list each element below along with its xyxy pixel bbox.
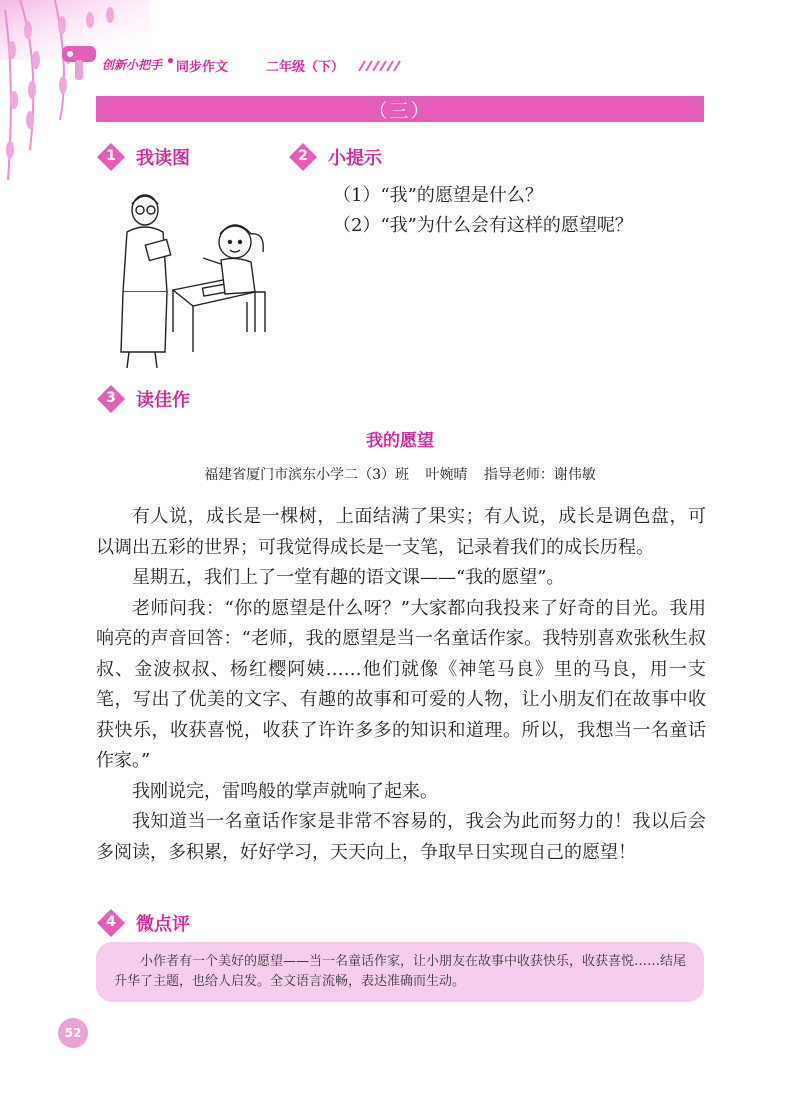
essay-paragraph: 星期五，我们上了一堂有趣的语文课——“我的愿望”。 [132,567,565,588]
stripe-decoration [357,60,407,72]
essay-paragraph: 我刚说完，雷鸣般的掌声就响了起来。 [132,780,438,802]
tips-list [333,181,633,241]
section-title: 微点评 [136,914,190,935]
essay-paragraph: 有人说，成长是一棵树，上面结满了果实；有人说，成长是调色盘，可以调出五彩的世界；可我觉得成长是一支笔，记录着我们的成长历程。 [96,506,706,558]
tip-item: （2）“我”为什么会有这样的愿望呢？ [333,215,633,236]
comment-box [96,942,704,1002]
section-title: 读佳作 [136,390,190,411]
section-badge [96,908,132,938]
teacher-and-student-illustration [105,182,275,370]
essay-byline [0,464,800,484]
section-heading-tips [288,142,382,172]
essay-title: 我的愿望 [366,431,434,451]
section-badge [96,384,132,414]
section-number: 3 [106,390,116,406]
section-title: 小提示 [328,148,382,169]
header-separator: • [166,54,175,70]
section-badge [96,142,132,172]
section-heading-read-essay [96,384,190,414]
section-badge [288,142,324,172]
essay-body [96,502,706,868]
grade-label: 二年级（下） [266,60,345,75]
series-name: 创新小把手 [102,58,163,72]
hammer-logo-icon [58,42,102,82]
essay-paragraph: 我知道当一名童话作家是非常不容易的，我会为此而努力的！我以后会多阅读，多积累，好好学习，天天向上，争取早日实现自己的愿望！ [96,811,706,863]
section-number: 4 [106,914,116,930]
section-heading-read-picture [96,142,190,172]
book-title: 同步作文 [176,60,229,75]
comment-text: 小作者有一个美好的愿望——当一名童话作家，让小朋友在故事中收获快乐，收获喜悦……结尾升华了主题，也给人启发。全文语言流畅，表达准确而生动。 [114,954,687,989]
section-number: 1 [106,148,116,164]
teacher-credit: 指导老师：谢伟敏 [483,467,596,483]
page-number: 52 [58,1018,88,1048]
section-heading-comment [96,908,190,938]
section-number: 2 [298,148,308,164]
tip-item: （1）“我”的愿望是什么？ [333,185,543,206]
lesson-banner [96,96,704,122]
essay-paragraph: 老师问我：“你的愿望是什么呀？”大家都向我投来了好奇的目光。我用响亮的声音回答：“老师，我的愿望是当一名童话作家。我特别喜欢张秋生叔叔、金波叔叔、杨红樱阿姨……他们就像《神笔马良》里的马良，用一支笔，写出了优美的文字、有趣的故事和可爱的人物，让小朋友们在故事中收获快乐，收获喜悦，收获了许许多多的知识和道理。所以，我想当一名童话作家。” [96,597,706,771]
author-school: 福建省厦门市滨东小学二（3）班 [204,467,409,483]
author-name: 叶婉晴 [425,467,468,483]
section-title: 我读图 [136,148,190,169]
lesson-number: （三） [368,99,432,122]
